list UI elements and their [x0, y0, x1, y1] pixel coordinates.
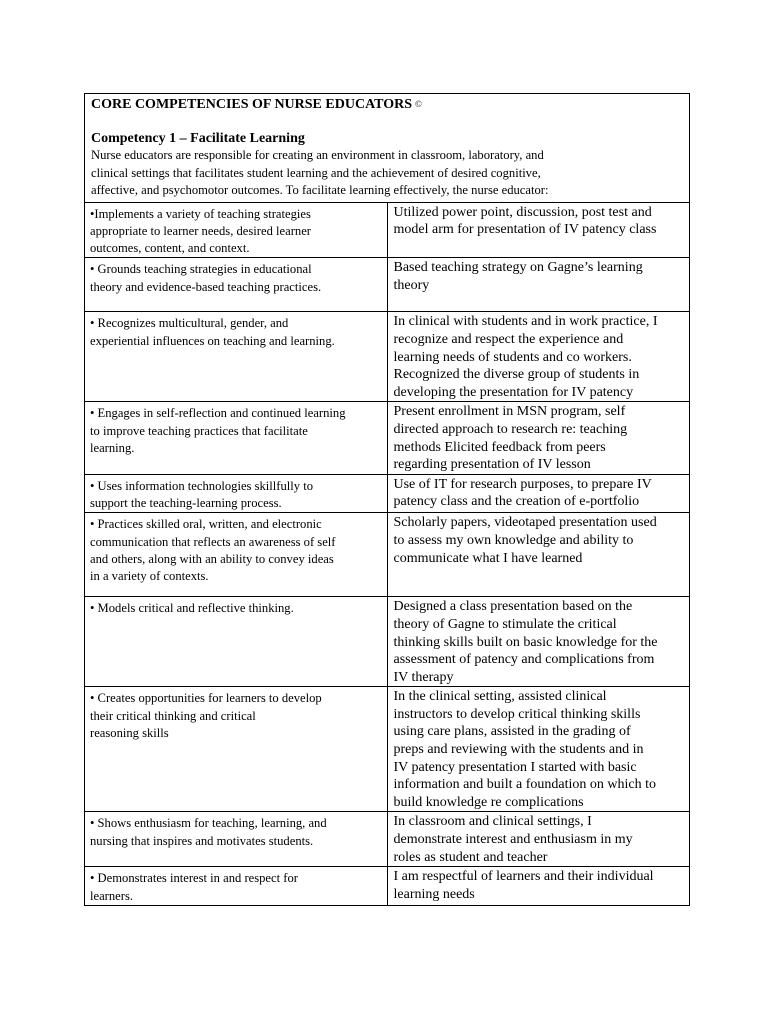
competency-cell: • Models critical and reflective thinking.	[85, 597, 388, 687]
competency-cell: • Uses information technologies skillfully to support the teaching-learning process.	[85, 474, 388, 513]
table-row	[85, 513, 690, 597]
competency-cell: • Practices skilled oral, written, and electronic communication that reflects an awareness of self and others, along with an ability to convey ideas in a variety of contexts.	[85, 513, 388, 597]
table-row	[85, 687, 690, 812]
evidence-cell: Designed a class presentation based on the theory of Gagne to stimulate the critical thinking skills built on basic knowledge for the assessment of patency and complications from IV therapy	[387, 597, 690, 687]
table-row	[85, 867, 690, 906]
competency-cell: • Recognizes multicultural, gender, and experiential influences on teaching and learning.	[85, 312, 388, 402]
table-row	[85, 258, 690, 312]
evidence-cell: In clinical with students and in work practice, I recognize and respect the experience and learning needs of students and co workers. Recognized the diverse group of students in developing the presentation for IV patency	[387, 312, 690, 402]
table-row	[85, 202, 690, 258]
evidence-cell: I am respectful of learners and their individual learning needs	[387, 867, 690, 906]
evidence-cell: Present enrollment in MSN program, self directed approach to research re: teaching methods Elicited feedback from peers regarding presentation of IV lesson	[387, 402, 690, 474]
competency-heading: Competency 1 – Facilitate Learning	[91, 131, 305, 147]
table-row	[85, 812, 690, 867]
competency-cell: • Grounds teaching strategies in educational theory and evidence-based teaching practices.	[85, 258, 388, 312]
evidence-cell: Based teaching strategy on Gagne’s learning theory	[387, 258, 690, 312]
intro-paragraph: Nurse educators are responsible for creating an environment in classroom, laboratory, and clinical settings that facilitates student learning and the achievement of desired cognitive, affective, and psychomotor outcomes. To facilitate learning effectively, the nurse educator:	[91, 148, 549, 198]
evidence-cell: In classroom and clinical settings, I demonstrate interest and enthusiasm in my roles as student and teacher	[387, 812, 690, 867]
copyright-symbol: ©	[415, 99, 422, 110]
evidence-cell: Utilized power point, discussion, post test and model arm for presentation of IV patency class	[387, 202, 690, 258]
competency-cell: • Demonstrates interest in and respect for learners.	[85, 867, 388, 906]
evidence-cell: In the clinical setting, assisted clinical instructors to develop critical thinking skills using care plans, assisted in the grading of preps and reviewing with the students and in IV patency presentation I started with basic information and built a foundation on which to build knowledge re complications	[387, 687, 690, 812]
evidence-cell: Scholarly papers, videotaped presentation used to assess my own knowledge and ability to communicate what I have learned	[387, 513, 690, 597]
competency-cell: •Implements a variety of teaching strategies appropriate to learner needs, desired learner outcomes, content, and context.	[85, 202, 388, 258]
competency-cell: • Engages in self-reflection and continued learning to improve teaching practices that facilitate learning.	[85, 402, 388, 474]
table-row	[85, 312, 690, 402]
document-title	[91, 96, 683, 113]
table-row	[85, 474, 690, 513]
title-text: CORE COMPETENCIES OF NURSE EDUCATORS	[91, 97, 413, 112]
evidence-cell: Use of IT for research purposes, to prepare IV patency class and the creation of e-portfolio	[387, 474, 690, 513]
competency-table	[84, 93, 690, 906]
table-row	[85, 402, 690, 474]
competency-cell: • Creates opportunities for learners to develop their critical thinking and critical reasoning skills	[85, 687, 388, 812]
table-row	[85, 597, 690, 687]
header-cell	[85, 94, 690, 203]
competency-cell: • Shows enthusiasm for teaching, learning, and nursing that inspires and motivates students.	[85, 812, 388, 867]
header-row	[85, 94, 690, 203]
